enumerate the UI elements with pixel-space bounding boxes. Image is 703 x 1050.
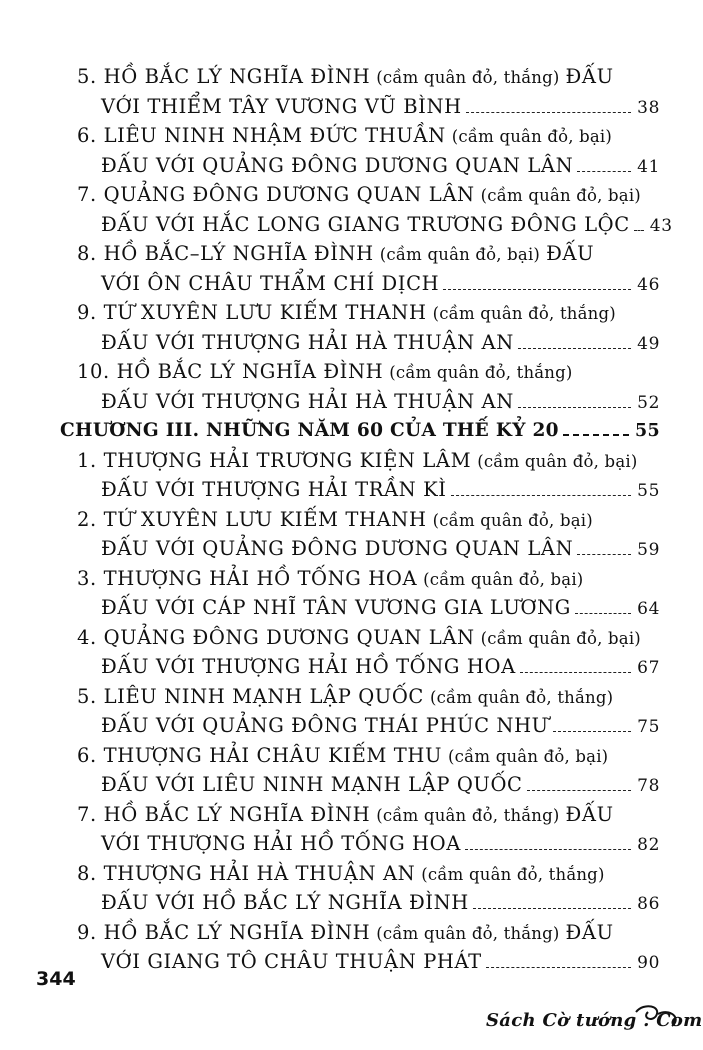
toc-entry-page-number: 38 [637, 97, 660, 118]
toc-entry-first-line [60, 682, 660, 712]
toc-entry[interactable] [60, 800, 660, 859]
dot-leader [575, 613, 631, 614]
toc-entry-second-line [60, 328, 660, 358]
toc-entry-title: 2. TỨ XUYÊN LƯU KIẾM THANH [77, 507, 427, 531]
toc-entry-result: (cầm quân đỏ, bại) [451, 127, 613, 146]
toc-entry-result: (cầm quân đỏ, bại) [477, 451, 638, 471]
toc-entry-opponent: ĐẤU VỚI THƯỢNG HẢI HỒ TỐNG HOA [101, 655, 516, 678]
toc-entry-result: (cầm quân đỏ, bại) [448, 746, 609, 766]
chapter-title: CHƯƠNG III. NHỮNG NĂM 60 CỦA THẾ KỶ 20 [60, 420, 559, 441]
toc-entry-second-line [60, 151, 660, 181]
toc-entry-first-line [60, 859, 660, 889]
toc-entry-second-line [60, 947, 660, 977]
toc-entry-second-line [60, 711, 660, 741]
toc-entry-page-number: 49 [637, 333, 660, 354]
toc-entry-title: 1. THƯỢNG HẢI TRƯƠNG KIỆN LÂM [77, 448, 472, 472]
toc-entry[interactable] [60, 180, 673, 239]
dot-leader [520, 672, 631, 673]
toc-entry[interactable] [60, 62, 660, 121]
toc-entry-result: (cầm quân đỏ, thắng) [376, 923, 560, 943]
toc-entry-result: (cầm quân đỏ, bại) [480, 186, 641, 205]
toc-entry-page-number: 78 [637, 776, 660, 796]
toc-entry-opponent: ĐẤU VỚI THƯỢNG HẢI HÀ THUẬN AN [101, 330, 514, 354]
toc-entry-opponent: VỚI GIANG TÔ CHÂU THUẬN PHÁT [101, 950, 482, 973]
toc-entry-first-line [60, 357, 660, 387]
dot-leader [577, 171, 631, 172]
dot-leader [465, 849, 631, 850]
toc-entry-title: 5. LIÊU NINH MẠNH LẬP QUỐC [77, 684, 424, 708]
toc-entry-second-line [60, 387, 660, 417]
toc-entry-opponent: VỚI THƯỢNG HẢI HỒ TỐNG HOA [101, 832, 461, 855]
toc-entry-first-line [60, 62, 660, 92]
dot-leader [451, 495, 632, 496]
dot-leader [518, 407, 631, 408]
toc-entry-second-line [60, 92, 660, 122]
chapter-heading [60, 416, 660, 446]
toc-entry-title: 8. HỒ BẮC–LÝ NGHĨA ĐÌNH [77, 242, 374, 265]
toc-entry-first-line [60, 800, 660, 830]
toc-entry-page-number: 41 [637, 156, 660, 177]
toc-entry-result: (cầm quân đỏ, thắng) [376, 68, 560, 87]
toc-entry[interactable] [60, 859, 660, 918]
toc-entry-page-number: 82 [637, 835, 660, 855]
toc-entry-title: 4. QUẢNG ĐÔNG DƯƠNG QUAN LÂN [77, 625, 475, 649]
toc-entry-first-line [60, 239, 660, 269]
toc-entry-result: (cầm quân đỏ, thắng) [429, 687, 614, 707]
dot-leader [634, 230, 644, 231]
toc-entry-opponent: ĐẤU VỚI LIÊU NINH MẠNH LẬP QUỐC [101, 773, 523, 796]
watermark-text: Sách Cờ tướng . Com [486, 1010, 703, 1031]
toc-entry-result: (cầm quân đỏ, thắng) [389, 363, 573, 382]
toc-entry-page-number: 86 [637, 894, 660, 914]
toc-entry-title: 6. THƯỢNG HẢI CHÂU KIẾM THU [77, 743, 443, 767]
toc-entry-first-line [60, 564, 660, 594]
toc-entry-opponent: ĐẤU VỚI QUẢNG ĐÔNG DƯƠNG QUAN LÂN [101, 537, 574, 560]
toc-entry[interactable] [60, 121, 660, 180]
toc-entry-title: 10. HỒ BẮC LÝ NGHĨA ĐÌNH [77, 360, 384, 383]
toc-entry-title: 5. HỒ BẮC LÝ NGHĨA ĐÌNH [77, 65, 371, 88]
toc-entry-first-line [60, 623, 660, 653]
toc-entry-page-number: 55 [637, 481, 660, 501]
toc-entry-result: (cầm quân đỏ, bại) [432, 510, 593, 530]
toc-entry-opponent: VỚI ÔN CHÂU THẨM CHÍ DỊCH [101, 271, 440, 295]
toc-entry-page-number: 52 [637, 392, 660, 413]
toc-entry-second-line [60, 534, 660, 564]
toc-entry[interactable] [60, 505, 660, 564]
toc-entry-result: (cầm quân đỏ, bại) [480, 628, 641, 648]
toc-entry-result: (cầm quân đỏ, bại) [423, 569, 584, 589]
toc-entry-title: 9. HỒ BẮC LÝ NGHĨA ĐÌNH [77, 920, 371, 944]
toc-entry[interactable] [60, 682, 660, 741]
dot-leader [466, 112, 631, 113]
toc-entry-result: (cầm quân đỏ, thắng) [421, 864, 605, 884]
toc-entry-opponent: ĐẤU VỚI HẮC LONG GIANG TRƯƠNG ĐÔNG LỘC [101, 212, 630, 236]
toc-entry[interactable] [60, 446, 660, 505]
toc-entry-second-line [60, 888, 660, 918]
toc-entry-page-number: 46 [637, 274, 660, 295]
toc-entry[interactable] [60, 918, 660, 977]
watermark-swirl-icon [486, 1004, 696, 1044]
toc-entries-before-chapter [60, 62, 673, 416]
toc-entry-title: 7. QUẢNG ĐÔNG DƯƠNG QUAN LÂN [77, 183, 475, 206]
dot-leader [518, 348, 631, 349]
toc-entry-result: (cầm quân đỏ, thắng) [432, 304, 616, 323]
toc-entry-second-line [60, 829, 660, 859]
toc-entry-title-tail: ĐẤU [565, 802, 614, 826]
dot-leader [527, 790, 632, 791]
toc-entry-opponent: ĐẤU VỚI THƯỢNG HẢI TRẦN KÌ [101, 478, 447, 501]
toc-entries-after-chapter [60, 446, 660, 977]
toc-entry-result: (cầm quân đỏ, bại) [379, 245, 541, 264]
toc-entry-opponent: ĐẤU VỚI THƯỢNG HẢI HÀ THUẬN AN [101, 389, 514, 413]
toc-entry-second-line [60, 475, 660, 505]
toc-entry-page-number: 75 [637, 717, 660, 737]
toc-entry-second-line [60, 269, 660, 299]
toc-entry-title-tail: ĐẤU [546, 242, 595, 265]
toc-entry-opponent: ĐẤU VỚI QUẢNG ĐÔNG DƯƠNG QUAN LÂN [101, 153, 574, 177]
toc-entry-page-number: 64 [637, 599, 660, 619]
dot-leader [486, 967, 631, 968]
chapter-page-number: 55 [635, 421, 660, 441]
toc-entry-first-line [60, 918, 660, 948]
toc-entry-first-line [60, 121, 660, 151]
toc-entry[interactable] [60, 239, 660, 298]
toc-entry-result: (cầm quân đỏ, thắng) [376, 805, 560, 825]
toc-entry[interactable] [60, 564, 660, 623]
toc-entry-first-line [60, 505, 660, 535]
toc-entry-second-line [60, 770, 660, 800]
toc-entry-title: 7. HỒ BẮC LÝ NGHĨA ĐÌNH [77, 802, 371, 826]
dot-leader [563, 434, 629, 436]
toc-entry-opponent: VỚI THIỂM TÂY VƯƠNG VŨ BÌNH [101, 94, 462, 118]
site-watermark [486, 1004, 703, 1044]
toc-entry[interactable] [60, 357, 660, 416]
toc-entry-first-line [60, 446, 660, 476]
table-of-contents [60, 62, 673, 977]
toc-entry[interactable] [60, 741, 660, 800]
toc-entry-second-line [60, 210, 673, 240]
toc-entry-first-line [60, 741, 660, 771]
toc-entry-opponent: ĐẤU VỚI CÁP NHĨ TÂN VƯƠNG GIA LƯƠNG [101, 596, 571, 619]
dot-leader [473, 908, 631, 909]
toc-entry-opponent: ĐẤU VỚI QUẢNG ĐÔNG THÁI PHÚC NHƯ [101, 714, 549, 737]
toc-entry-title-tail: ĐẤU [565, 920, 614, 944]
toc-entry-second-line [60, 593, 660, 623]
page-number-footer: 344 [36, 968, 76, 990]
toc-entry-second-line [60, 652, 660, 682]
toc-entry-opponent: ĐẤU VỚI HỒ BẮC LÝ NGHĨA ĐÌNH [101, 891, 469, 914]
toc-entry-title: 9. TỨ XUYÊN LƯU KIẾM THANH [77, 301, 427, 324]
toc-entry[interactable] [60, 298, 660, 357]
toc-entry-title: 3. THƯỢNG HẢI HỒ TỐNG HOA [77, 566, 418, 590]
toc-entry-title: 8. THƯỢNG HẢI HÀ THUẬN AN [77, 861, 416, 885]
dot-leader [443, 289, 631, 290]
dot-leader [553, 731, 631, 732]
dot-leader [577, 554, 631, 555]
toc-entry-page-number: 43 [649, 215, 673, 236]
toc-entry[interactable] [60, 623, 660, 682]
toc-entry-page-number: 59 [637, 540, 660, 560]
toc-entry-title: 6. LIÊU NINH NHẬM ĐỨC THUẦN [77, 124, 446, 147]
toc-entry-page-number: 90 [637, 953, 660, 973]
toc-entry-first-line [60, 180, 660, 210]
toc-entry-first-line [60, 298, 660, 328]
toc-entry-title-tail: ĐẤU [565, 65, 614, 88]
toc-entry-page-number: 67 [637, 658, 660, 678]
